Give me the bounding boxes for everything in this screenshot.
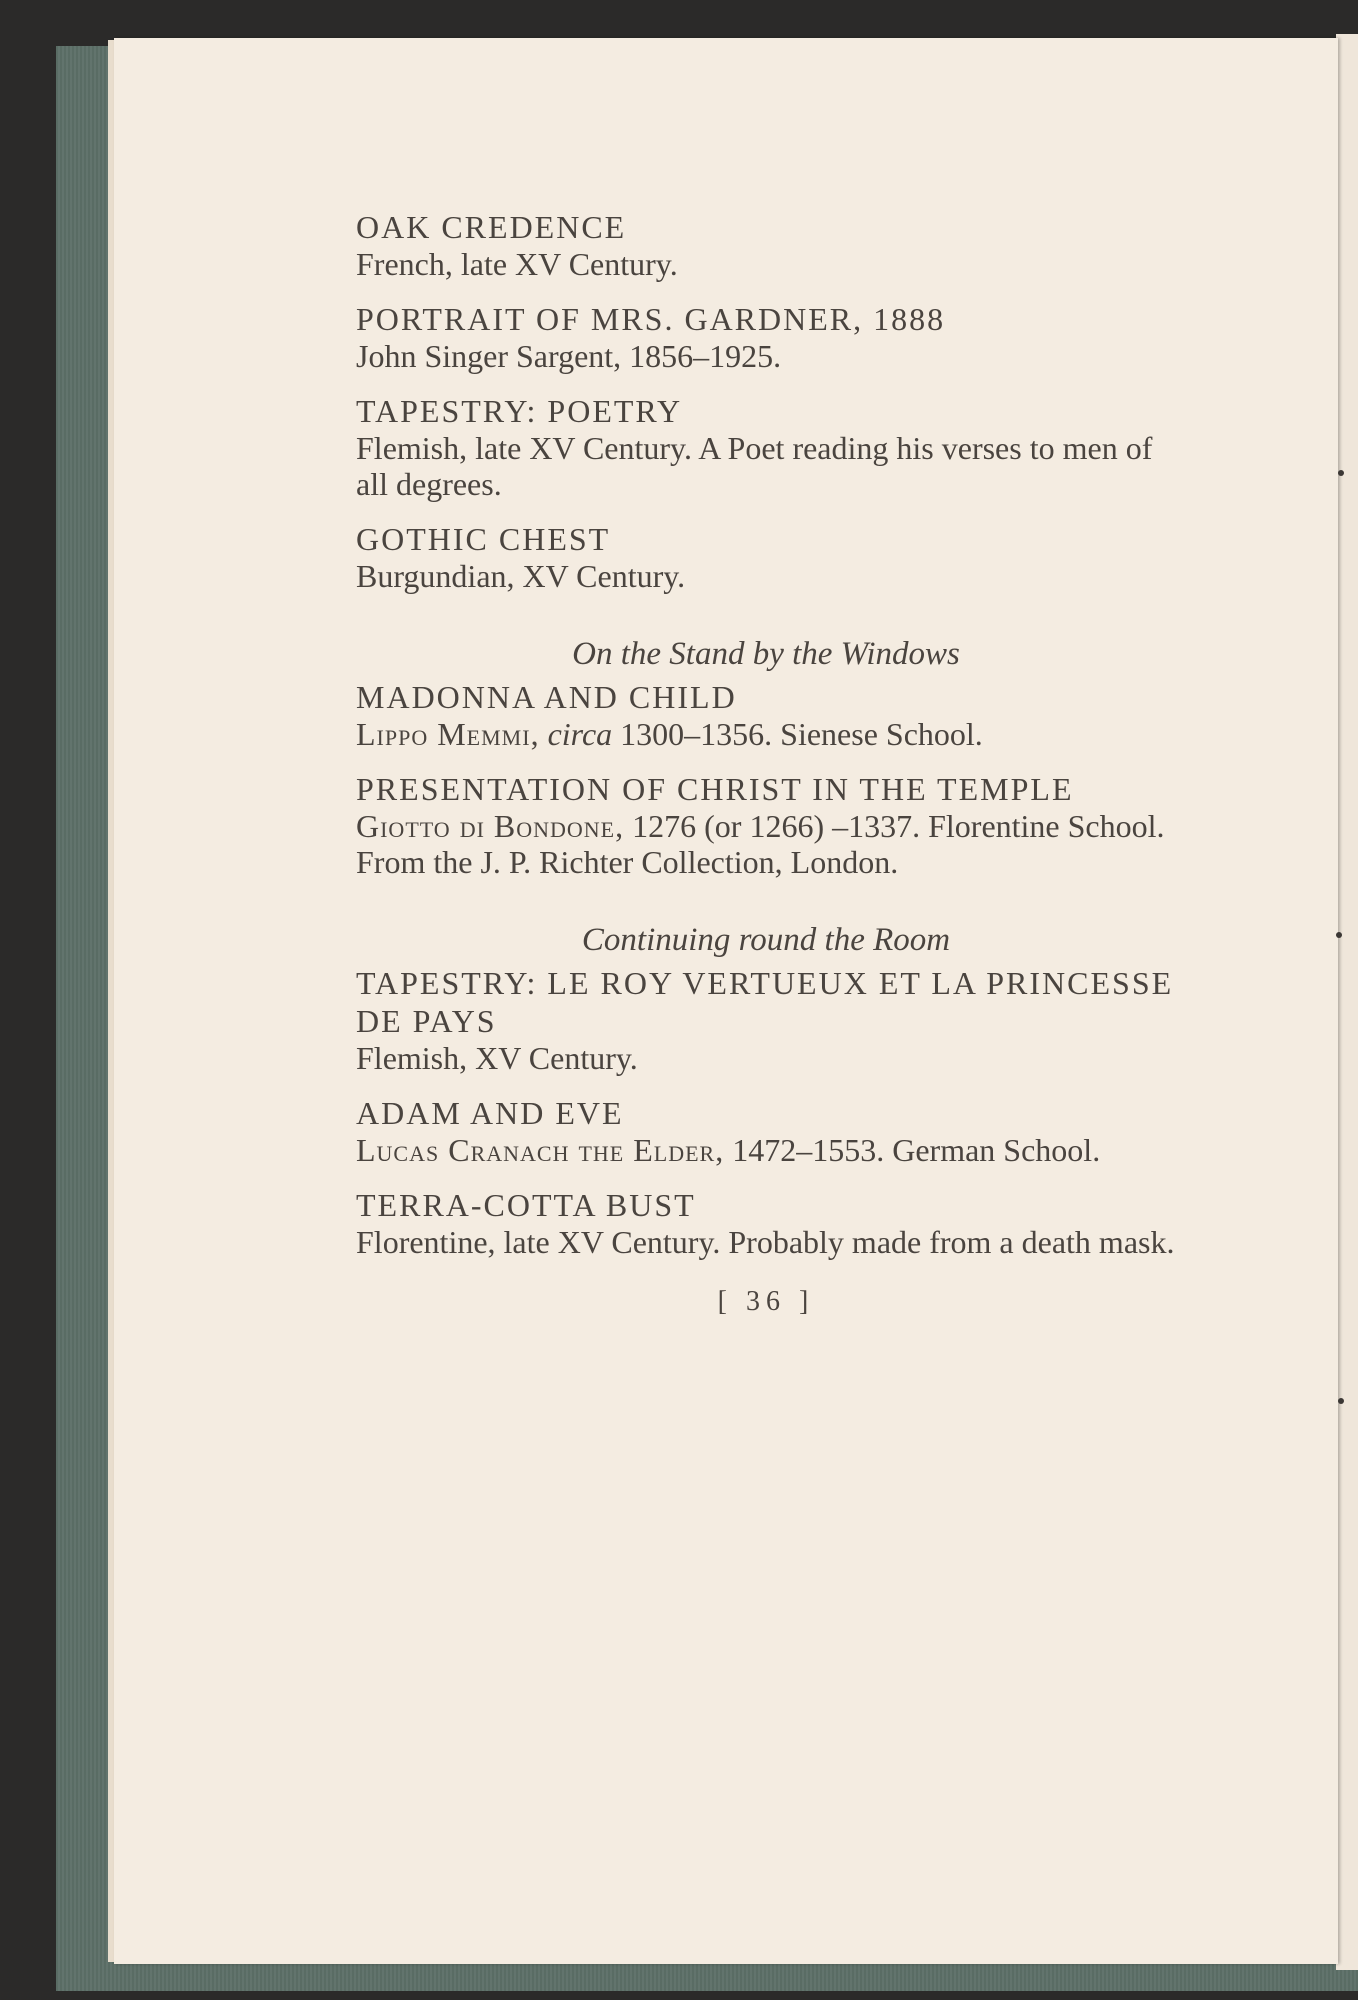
catalogue-entry: [356, 678, 1176, 752]
entry-title: PRESENTATION OF CHRIST IN THE TEMPLE: [356, 771, 1074, 807]
margin-mark: [1336, 932, 1342, 938]
entry-details: 1300–1356. Sienese School.: [612, 716, 983, 752]
catalogue-entry: [356, 964, 1176, 1076]
margin-mark: [1338, 1398, 1344, 1404]
entry-description: Flemish, late XV Century. A Poet reading his verses to men of all degrees.: [356, 430, 1153, 502]
entry-details: 1276 (or 1266) –1337. Florentine School. From the J. P. Richter Collection, London.: [356, 808, 1165, 880]
page-number: [ 36 ]: [717, 1286, 815, 1317]
artist-name: Lucas Cranach the Elder,: [356, 1132, 725, 1168]
entry-title: MADONNA AND CHILD: [356, 679, 737, 715]
entry-title: TAPESTRY: POETRY: [356, 393, 683, 429]
entry-title: OAK CREDENCE: [356, 209, 627, 245]
entry-title: TERRA-COTTA BUST: [356, 1187, 696, 1223]
entry-title: GOTHIC CHEST: [356, 521, 611, 557]
catalogue-entry: [356, 520, 1176, 594]
catalogue-entry: [356, 208, 1176, 282]
entry-title: PORTRAIT OF MRS. GARDNER, 1888: [356, 301, 946, 337]
catalogue-entry: [356, 770, 1176, 880]
entry-description: Burgundian, XV Century.: [356, 558, 686, 594]
entry-description: [356, 808, 1176, 880]
catalogue-entry: [356, 392, 1176, 502]
catalogue-entry: [356, 1094, 1176, 1168]
margin-mark: [1338, 470, 1344, 476]
section-heading: Continuing round the Room: [581, 922, 951, 958]
entry-description: [356, 1132, 1176, 1168]
entry-description: Florentine, late XV Century. Probably made from a death mask.: [356, 1224, 1175, 1260]
entry-title: ADAM AND EVE: [356, 1095, 624, 1131]
entry-details: 1472–1553. German School.: [724, 1132, 1101, 1168]
next-page-edge: [1336, 34, 1358, 1970]
entry-description: Flemish, XV Century.: [356, 1040, 638, 1076]
page-text: [356, 208, 1176, 1318]
artist-name: Giotto di Bondone,: [356, 808, 625, 844]
artist-name: Lippo Memmi,: [356, 716, 540, 752]
entry-title: TAPESTRY: LE ROY VERTUEUX ET LA PRINCESSE DE PAYS: [356, 965, 1174, 1039]
catalogue-entry: [356, 300, 1176, 374]
circa-label: circa: [547, 716, 613, 752]
entry-description: French, late XV Century.: [356, 246, 678, 282]
catalogue-entry: [356, 1186, 1176, 1260]
section-heading: On the Stand by the Windows: [572, 636, 960, 672]
entry-description: John Singer Sargent, 1856–1925.: [356, 338, 782, 374]
entry-description: [356, 716, 1176, 752]
